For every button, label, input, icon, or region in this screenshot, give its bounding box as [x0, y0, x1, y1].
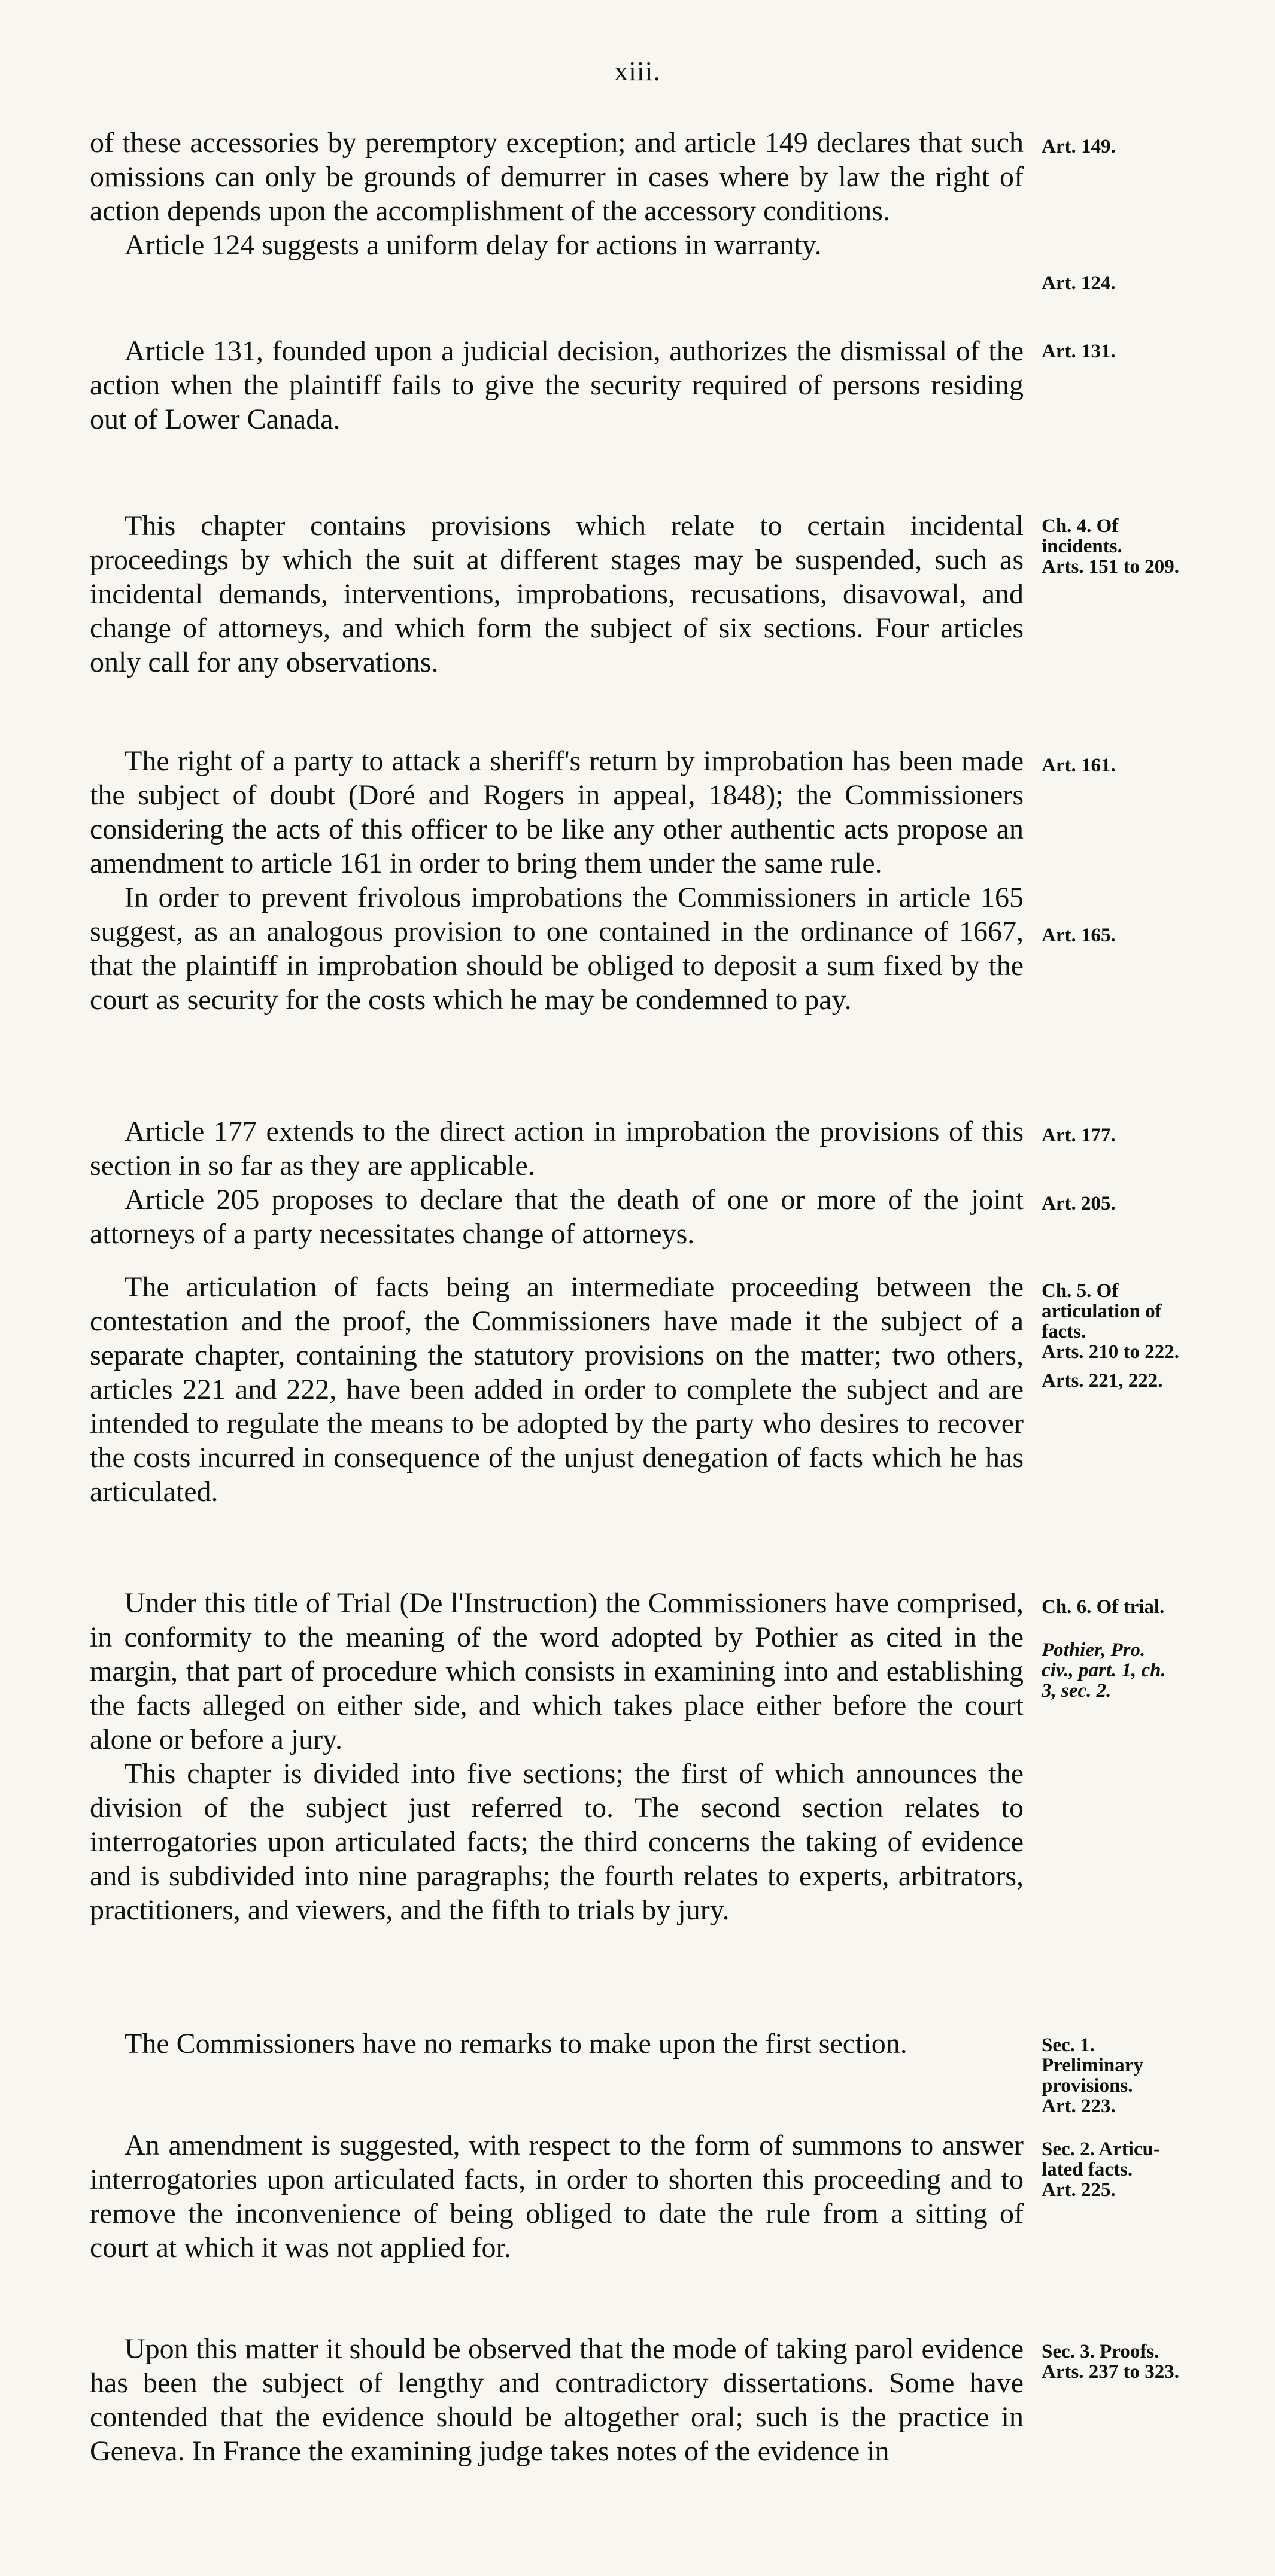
page-number: xiii.: [614, 56, 661, 86]
paragraph: An amendment is suggested, with respect to the form of summons to answer interrogatories upon articulated facts, in order to shorten this proceeding and to remove the inconvenience of being obliged to date the rule from a sitting of court at which it was not applied for.: [90, 2130, 1024, 2264]
paragraph: The Commissioners have no remarks to make upon the first section.: [125, 2028, 907, 2059]
paragraph: Article 177 extends to the direct action in improbation the provisions of this section in so far as they are applicable.: [90, 1116, 1024, 1181]
margin-note: Art. 205.: [1042, 1193, 1116, 1214]
margin-note: Sec. 3. Proofs. Arts. 237 to 323.: [1042, 2341, 1180, 2383]
text-block-9: [90, 2128, 1024, 2265]
margin-note: Art. 161.: [1042, 755, 1116, 776]
paragraph: Article 124 suggests a uniform delay for actions in warranty.: [125, 229, 822, 261]
margin-note: Art. 177.: [1042, 1125, 1116, 1146]
paragraph: of these accessories by peremptory exception; and article 149 declares that such omissions can only be grounds of demurrer in cases where by law the right of action depends upon the accomplishment of the accessory conditions.: [90, 127, 1024, 227]
paragraph: This chapter is divided into five sections; the first of which announces the division of the subject just referred to. The second section relates to interrogatories upon articulated facts; the third concerns the taking of evidence and is subdivided into nine paragraphs; the fourth relates to experts, arbitrators, practitioners, and viewers, and the fifth to trials by jury.: [90, 1758, 1024, 1926]
margin-note: Art. 165.: [1042, 925, 1116, 946]
margin-note: Sec. 2. Articu- lated facts. Art. 225.: [1042, 2138, 1160, 2201]
text-block-2: [90, 334, 1024, 436]
text-block-8: [90, 2027, 1024, 2061]
paragraph: The articulation of facts being an intermediate proceeding between the contestation and the proof, the Commissioners have made it the subject of a separate chapter, containing the statutory provisions on the matter; two others, articles 221 and 222, have been added in order to complete the subject and are intended to regulate the means to be adopted by the party who desires to recover the costs incurred in consequence of the unjust denegation of facts which he has articulated.: [90, 1271, 1024, 1508]
text-block-7: [90, 1586, 1024, 1927]
margin-note: Sec. 1. Preliminary provisions. Art. 223.: [1042, 2034, 1143, 2117]
margin-note: Arts. 221, 222.: [1042, 1370, 1163, 1392]
paragraph: The right of a party to attack a sheriff's return by improbation has been made the subject of doubt (Doré and Rogers in appeal, 1848); the Commissioners considering the acts of this officer to be like any other authentic acts propose an amendment to article 161 in order to bring them under the same rule.: [90, 745, 1024, 879]
margin-note: Art. 131.: [1042, 341, 1116, 362]
margin-note: Art. 124.: [1042, 272, 1116, 294]
text-block-4: [90, 744, 1024, 1017]
text-block-10: [90, 2332, 1024, 2468]
paragraph: Under this title of Trial (De l'Instruction) the Commissioners have comprised, in conformity to the meaning of the word adopted by Pothier as cited in the margin, that part of procedure which consists in examining into and establishing the facts alleged on either side, and which takes place either before the court alone or before a jury.: [90, 1587, 1024, 1755]
paragraph: Article 131, founded upon a judicial decision, authorizes the dismissal of the action when the plaintiff fails to give the security required of persons residing out of Lower Canada.: [90, 335, 1024, 435]
text-block-6: [90, 1270, 1024, 1509]
text-block-1: [90, 126, 1024, 262]
paragraph: In order to prevent frivolous improbations the Commissioners in article 165 suggest, as an analogous provision to one contained in the ordinance of 1667, that the plaintiff in improbation should be obliged to deposit a sum fixed by the court as security for the costs which he may be condemned to pay.: [90, 882, 1024, 1016]
paragraph: This chapter contains provisions which relate to certain incidental proceedings by which the suit at different stages may be suspended, such as incidental demands, interventions, improbations, recusations, disavowal, and change of attorneys, and which form the subject of six sections. Four articles only call for any observations.: [90, 510, 1024, 678]
paragraph: Article 205 proposes to declare that the death of one or more of the joint attorneys of a party necessitates change of attorneys.: [90, 1184, 1024, 1250]
margin-note: Ch. 5. Of articulation of facts. Arts. 210 to 222.: [1042, 1280, 1180, 1363]
margin-note: Ch. 6. Of trial.: [1042, 1596, 1165, 1618]
margin-note: Art. 149.: [1042, 136, 1116, 157]
margin-note: Pothier, Pro. civ., part. 1, ch. 3, sec. 2.: [1042, 1639, 1166, 1702]
margin-note: Ch. 4. Of incidents. Arts. 151 to 209.: [1042, 515, 1180, 578]
text-block-3: [90, 509, 1024, 679]
paragraph: Upon this matter it should be observed that the mode of taking parol evidence has been the subject of lengthy and contradictory dissertations. Some have contended that the evidence should be altogether oral; such is the practice in Geneva. In France the examining judge takes notes of the evidence in: [90, 2333, 1024, 2467]
text-block-5: [90, 1114, 1024, 1251]
